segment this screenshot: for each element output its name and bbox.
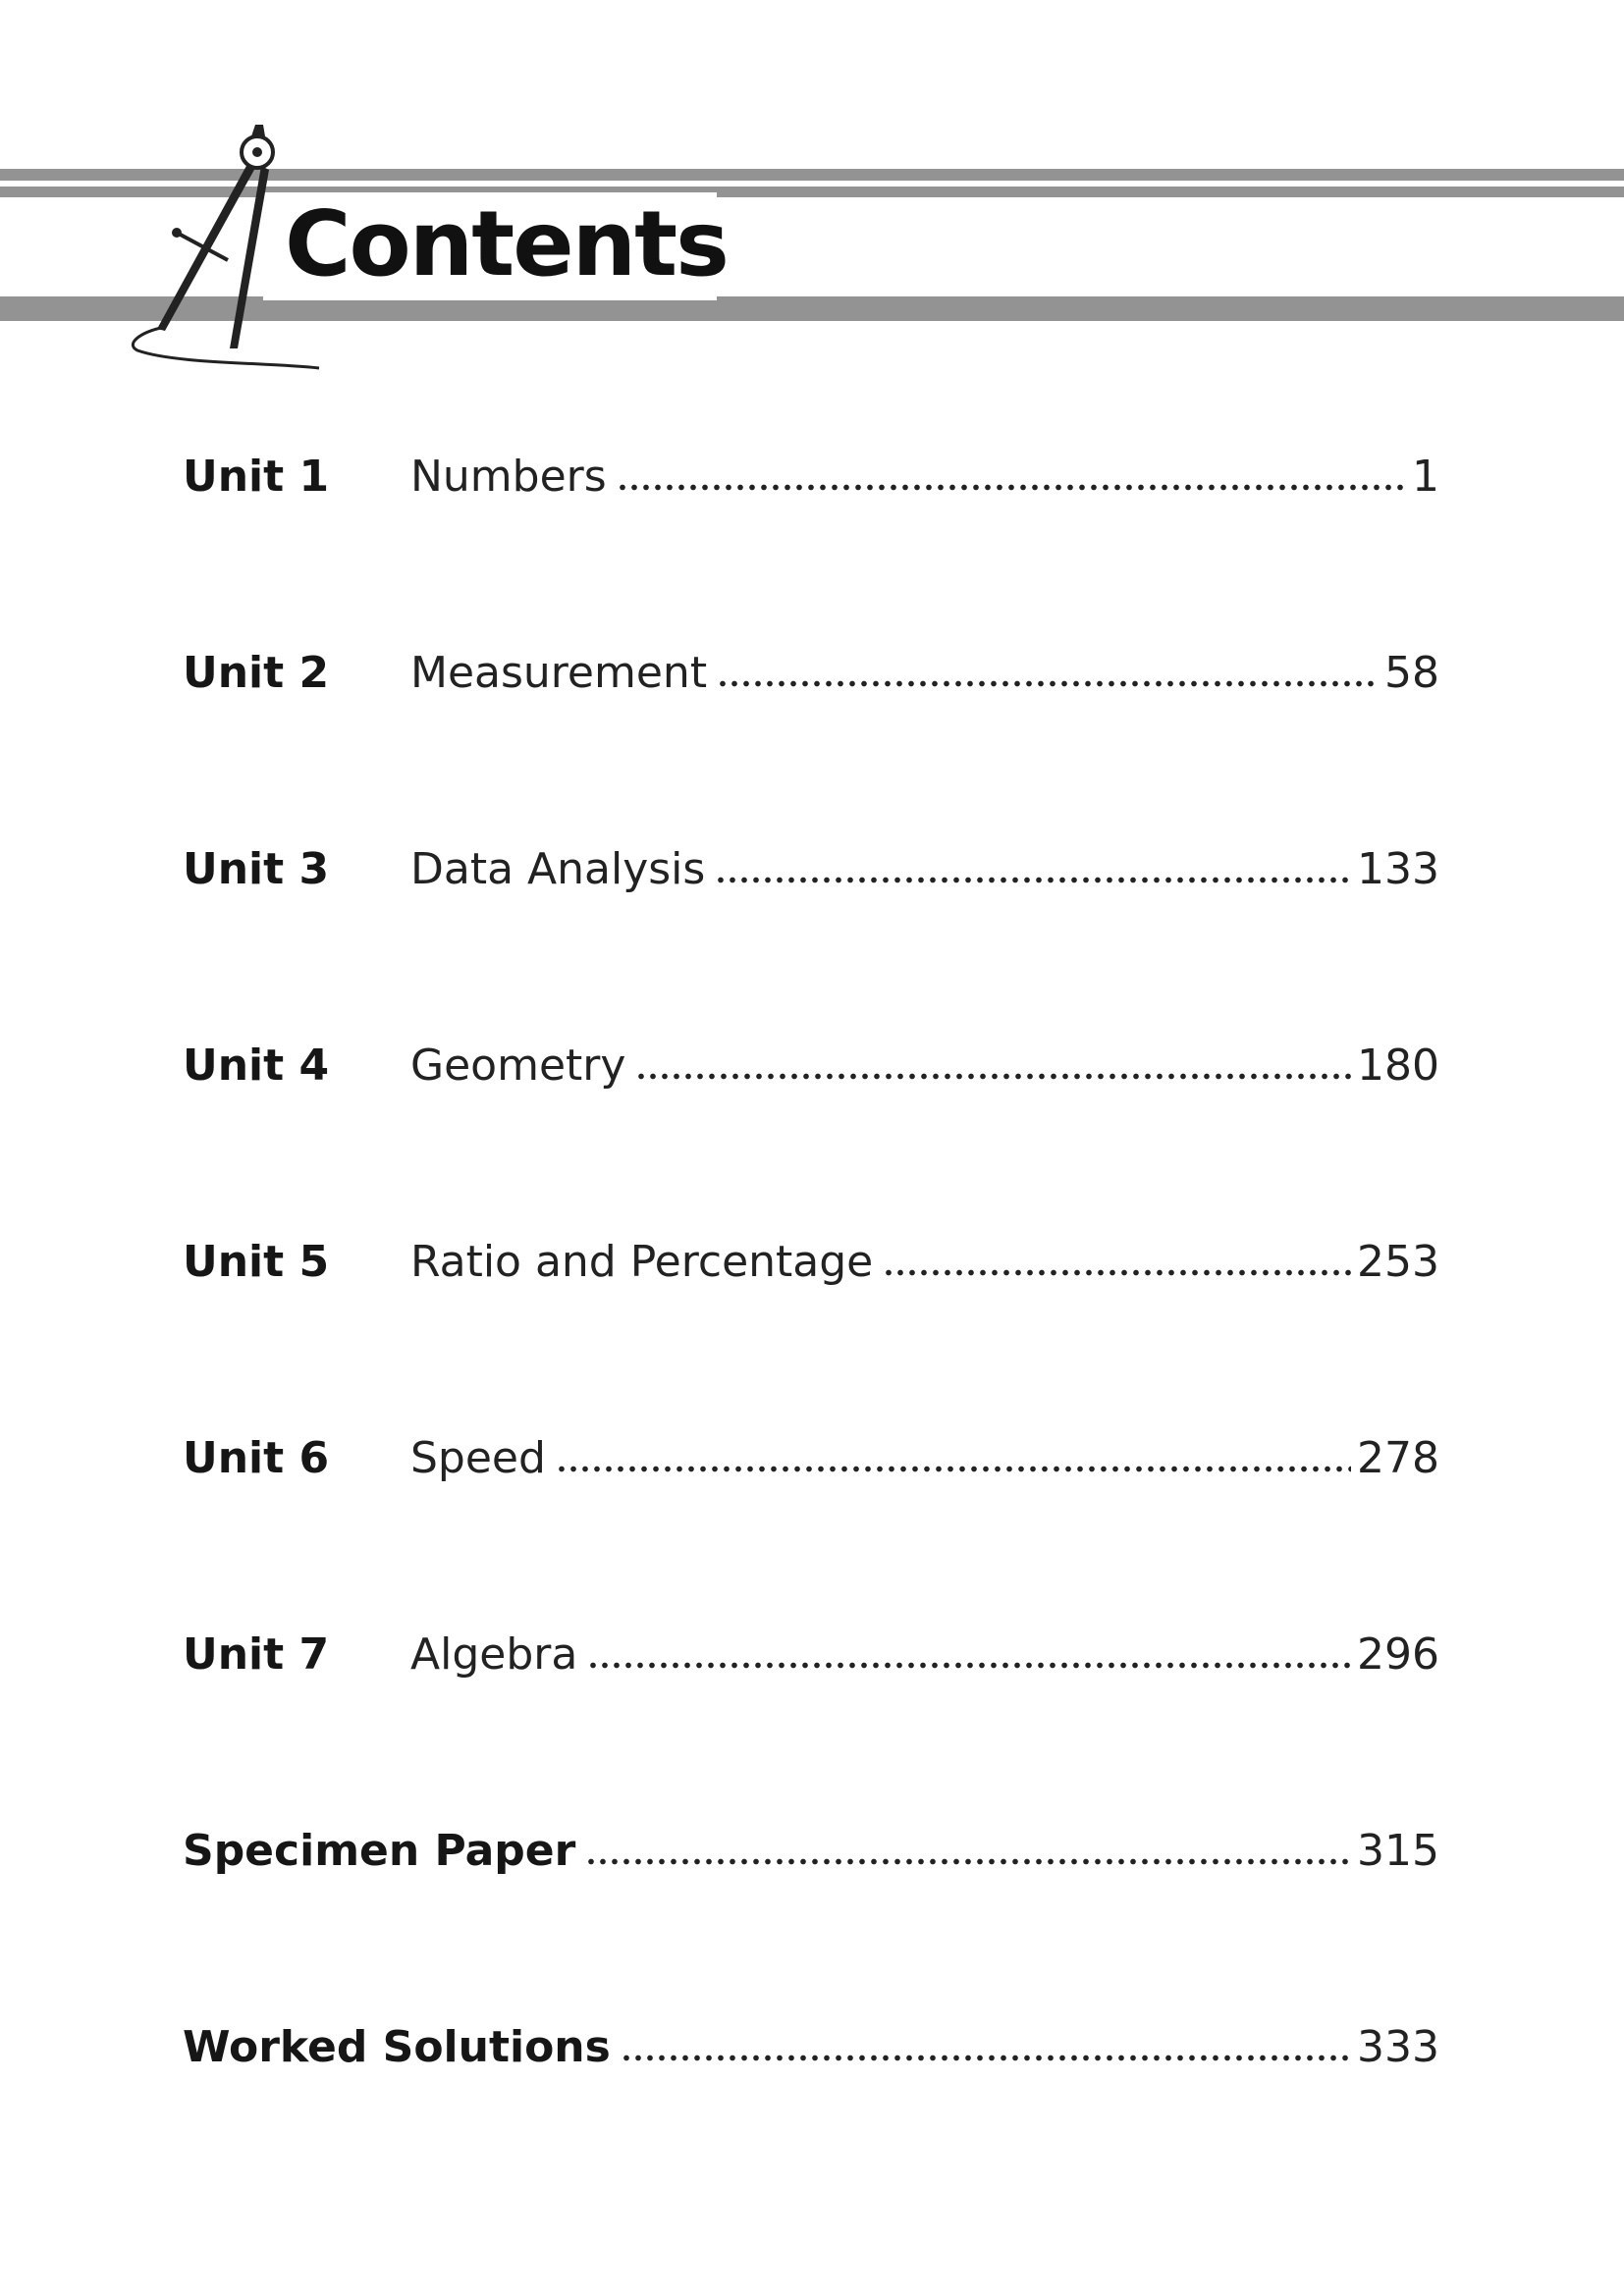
toc-chapter-name: Numbers [410, 451, 607, 502]
toc-entry-unit-5[interactable] [183, 1230, 1439, 1293]
toc-page-number: 296 [1357, 1629, 1439, 1680]
toc-entry-specimen-paper[interactable] [183, 1819, 1439, 1882]
toc-page-number: 58 [1384, 647, 1439, 698]
toc-page-number: 333 [1357, 2021, 1439, 2072]
toc-chapter-name: Measurement [410, 647, 708, 698]
toc-leader-dots [556, 1466, 1351, 1472]
toc-page-number: 180 [1357, 1040, 1439, 1091]
toc-page-number: 315 [1357, 1825, 1439, 1876]
toc-leader-dots [617, 484, 1406, 491]
toc-unit-label: Unit 1 [183, 451, 330, 502]
toc-entry-unit-3[interactable] [183, 837, 1439, 900]
toc-entry-unit-7[interactable] [183, 1623, 1439, 1685]
toc-chapter-name: Geometry [410, 1040, 626, 1091]
toc-leader-dots [715, 877, 1351, 883]
toc-entry-unit-4[interactable] [183, 1034, 1439, 1096]
toc-entry-unit-1[interactable] [183, 445, 1439, 507]
toc-unit-label: Unit 4 [183, 1040, 330, 1091]
toc-section-name: Specimen Paper [183, 1825, 576, 1876]
toc-chapter-name: Data Analysis [410, 843, 706, 894]
toc-section-name: Worked Solutions [183, 2021, 611, 2072]
toc-chapter-name: Speed [410, 1432, 546, 1483]
toc-leader-dots [883, 1269, 1351, 1276]
toc-page-number: 1 [1412, 451, 1439, 502]
toc-page-number: 133 [1357, 843, 1439, 894]
toc-leader-dots [587, 1662, 1351, 1669]
toc-leader-dots [635, 1073, 1351, 1080]
toc-leader-dots [585, 1858, 1351, 1865]
toc-unit-label: Unit 2 [183, 647, 330, 698]
toc-leader-dots [717, 680, 1379, 687]
toc-page-number: 253 [1357, 1236, 1439, 1287]
toc-entry-unit-2[interactable] [183, 641, 1439, 704]
toc-entry-worked-solutions[interactable] [183, 2015, 1439, 2078]
toc-unit-label: Unit 3 [183, 843, 330, 894]
toc-page-number: 278 [1357, 1432, 1439, 1483]
toc-entry-unit-6[interactable] [183, 1426, 1439, 1489]
toc-leader-dots [621, 2055, 1351, 2061]
toc-chapter-name: Algebra [410, 1629, 578, 1680]
toc-unit-label: Unit 6 [183, 1432, 330, 1483]
page-title: Contents [285, 191, 728, 296]
toc-unit-label: Unit 5 [183, 1236, 330, 1287]
toc-chapter-name: Ratio and Percentage [410, 1236, 874, 1287]
toc-unit-label: Unit 7 [183, 1629, 330, 1680]
